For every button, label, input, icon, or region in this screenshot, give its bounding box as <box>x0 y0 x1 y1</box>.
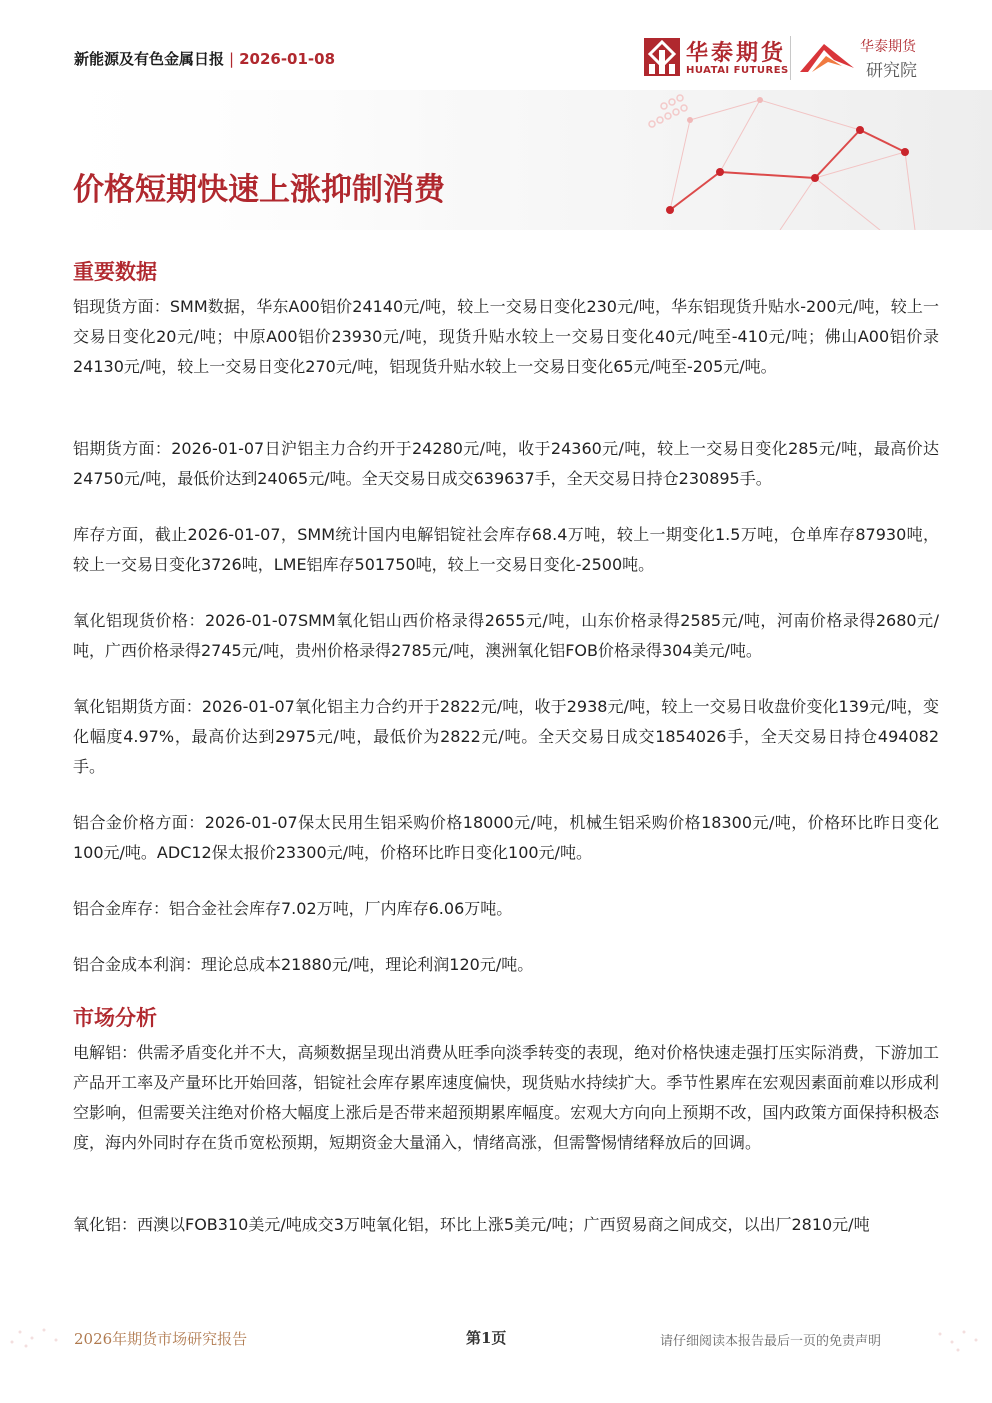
content-fade <box>0 1300 992 1328</box>
report-header <box>74 48 335 69</box>
institute-name: 研究院 <box>866 61 917 81</box>
report-date: 2026-01-08 <box>239 50 336 68</box>
paragraph-alumina-futures: 氧化铝期货方面：2026-01-07氧化铝主力合约开于2822元/吨，收于2938元/吨，较上一交易日收盘价变化139元/吨，变化幅度4.97%，最高价达到2975元/吨，最低价为2822元/吨。全天交易日成交1854026手，全天交易日持仓494082手。 <box>73 697 939 776</box>
network-graphic <box>0 90 992 230</box>
section-heading-key-data: 重要数据 <box>73 260 157 284</box>
page-header <box>0 0 992 90</box>
footer-report-series: 2026年期货市场研究报告 <box>74 1330 248 1348</box>
report-body <box>73 256 939 1240</box>
logo-divider <box>790 36 791 80</box>
institute-brand: 华泰期货 <box>860 39 916 55</box>
paragraph-alloy-inventory: 铝合金库存：铝合金社会库存7.02万吨，厂内库存6.06万吨。 <box>73 899 513 918</box>
logo-chinese-name: 华泰期货 <box>686 41 787 66</box>
institute-logo-icon <box>798 38 856 76</box>
logo-english-name: HUATAI FUTURES <box>686 65 789 76</box>
report-name: 新能源及有色金属日报 <box>74 50 225 68</box>
paragraph-aluminum-futures: 铝期货方面：2026-01-07日沪铝主力合约开于24280元/吨，收于24360元/吨，较上一交易日变化285元/吨，最高价达24750元/吨，最低价达到24065元/吨。全天交易日成交639637手，全天交易日持仓230895手。 <box>73 439 939 488</box>
section-heading-market-analysis: 市场分析 <box>73 1006 157 1030</box>
paragraph-alloy-price: 铝合金价格方面：2026-01-07保太民用生铝采购价格18000元/吨，机械生铝采购价格18300元/吨，价格环比昨日变化100元/吨。ADC12保太报价23300元/吨，价格环比昨日变化100元/吨。 <box>73 813 939 862</box>
paragraph-aluminum-spot: 铝现货方面：SMM数据，华东A00铝价24140元/吨，较上一交易日变化230元/吨，华东铝现货升贴水-200元/吨，较上一交易日变化20元/吨；中原A00铝价23930元/吨，现货升贴水较上一交易日变化40元/吨至-410元/吨；佛山A00铝价录24130元/吨，较上一交易日变化270元/吨，铝现货升贴水较上一交易日变化65元/吨至-205元/吨。 <box>73 297 939 376</box>
paragraph-inventory: 库存方面，截止2026-01-07，SMM统计国内电解铝锭社会库存68.4万吨，较上一期变化1.5万吨，仓单库存87930吨，较上一交易日变化3726吨，LME铝库存501750吨，较上一交易日变化-2500吨。 <box>73 525 939 574</box>
page-number: 第1页 <box>466 1329 507 1347</box>
huatai-logo-icon <box>644 38 680 76</box>
title-banner <box>0 90 992 230</box>
disclaimer-note: 请仔细阅读本报告最后一页的免责声明 <box>660 1334 882 1349</box>
paragraph-electrolytic-aluminum: 电解铝：供需矛盾变化并不大，高频数据呈现出消费从旺季向淡季转变的表现，绝对价格快速走强打压实际消费，下游加工产品开工率及产量环比开始回落，铝锭社会库存累库速度偏快，现货贴水持续扩大。季节性累库在宏观因素面前难以形成利空影响，但需要关注绝对价格大幅度上涨后是否带来超预期累库幅度。宏观大方向向上预期不改，国内政策方面保持积极态度，海内外同时存在货币宽松预期，短期资金大量涌入，情绪高涨，但需警惕情绪释放后的回调。 <box>73 1043 939 1152</box>
company-logo <box>644 36 934 80</box>
document-title: 价格短期快速上涨抑制消费 <box>73 172 445 208</box>
paragraph-alumina-analysis: 氧化铝：西澳以FOB310美元/吨成交3万吨氧化铝，环比上涨5美元/吨；广西贸易商之间成交，以出厂2810元/吨 <box>73 1215 870 1234</box>
paragraph-alloy-cost-profit: 铝合金成本利润：理论总成本21880元/吨，理论利润120元/吨。 <box>73 955 534 974</box>
header-separator: | <box>229 50 235 68</box>
page-footer <box>0 1326 992 1403</box>
paragraph-alumina-spot: 氧化铝现货价格：2026-01-07SMM氧化铝山西价格录得2655元/吨，山东价格录得2585元/吨，河南价格录得2680元/吨，广西价格录得2745元/吨，贵州价格录得2785元/吨，澳洲氧化铝FOB价格录得304美元/吨。 <box>73 611 939 660</box>
